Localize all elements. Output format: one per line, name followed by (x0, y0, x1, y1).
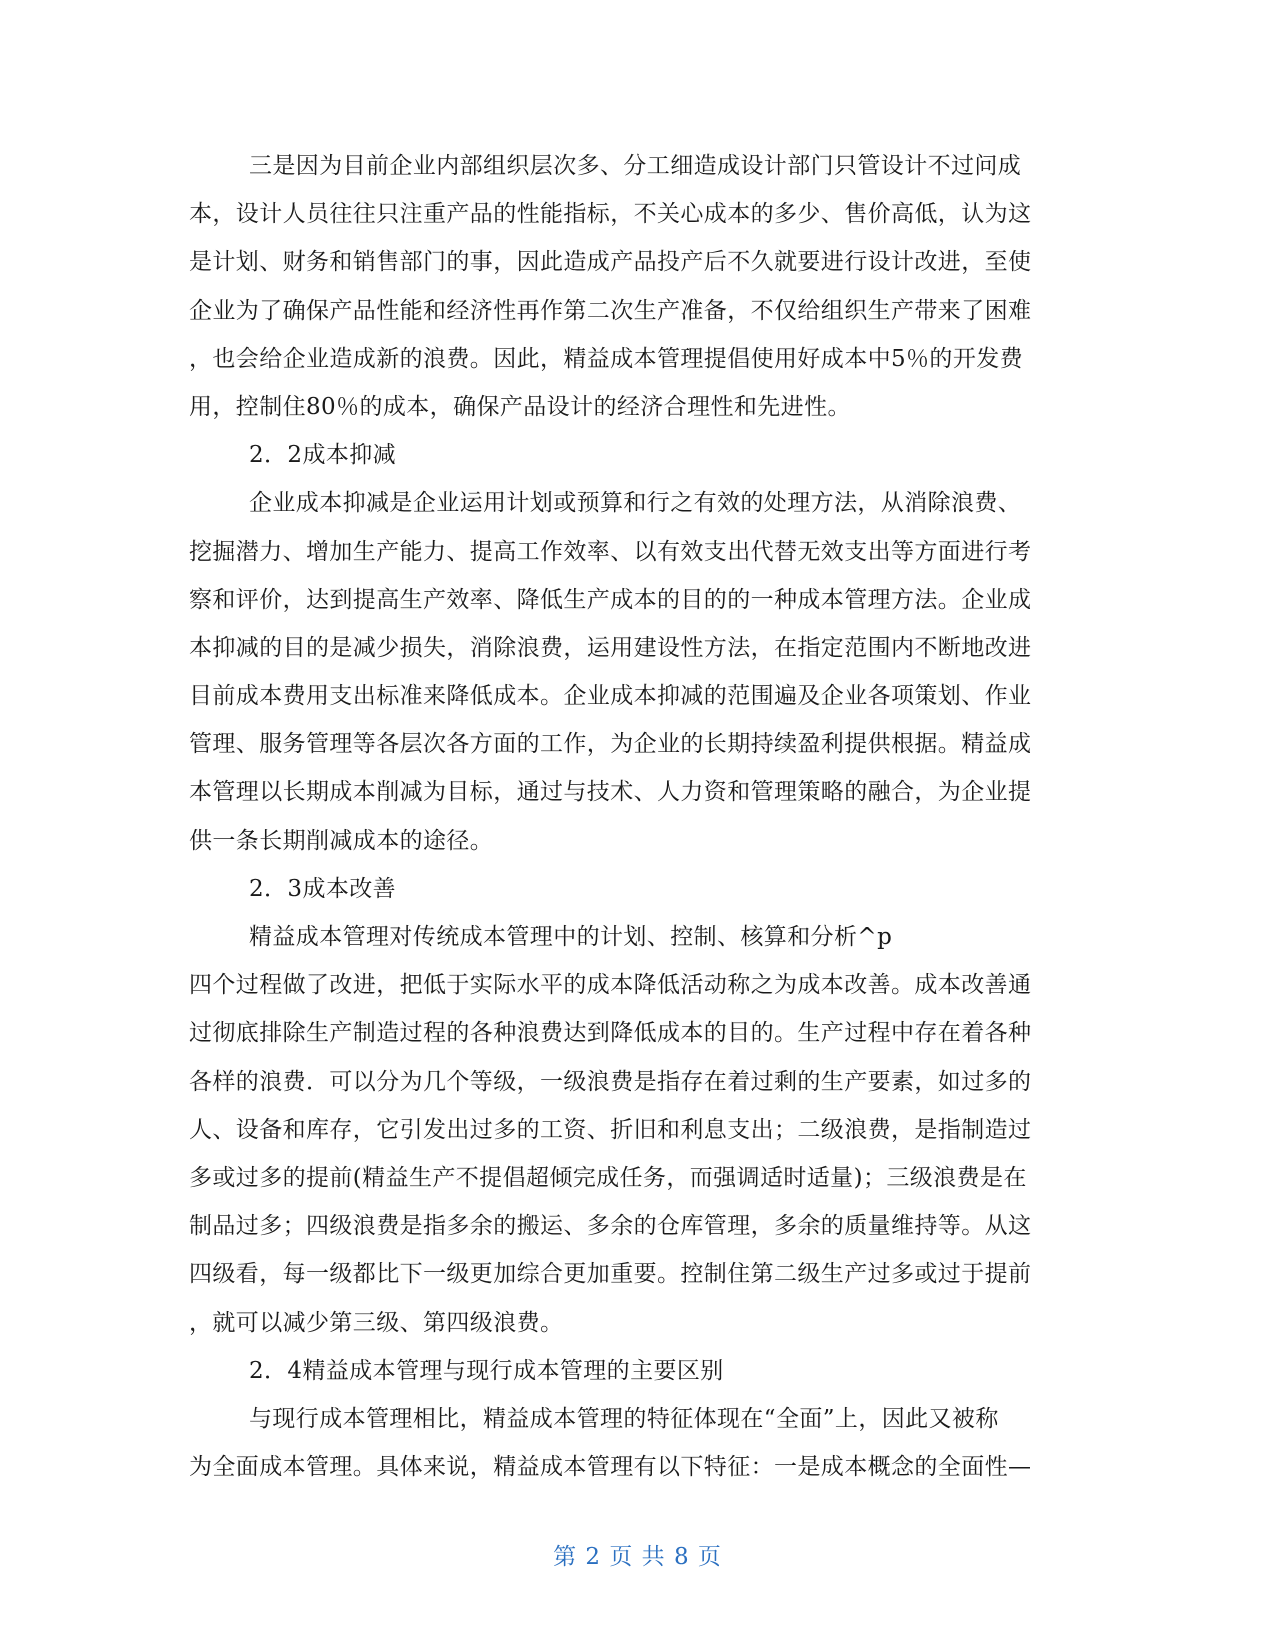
text-line: ，就可以减少第三级、第四级浪费。 (189, 1309, 564, 1336)
text-line: 2．2成本抑减 (249, 442, 397, 469)
text-line: 与现行成本管理相比，精益成本管理的特征体现在“全面”上，因此又被称 (249, 1405, 999, 1432)
text-line: 本管理以长期成本削减为目标，通过与技术、人力资和管理策略的融合，为企业提 (189, 779, 1032, 806)
text-line: 本抑减的目的是减少损失，消除浪费，运用建设性方法，在指定范围内不断地改进 (189, 634, 1032, 661)
text-line: 供一条长期削减成本的途径。 (189, 827, 494, 854)
text-line: 制品过多；四级浪费是指多余的搬运、多余的仓库管理，多余的质量维持等。从这 (189, 1213, 1032, 1240)
document-body (189, 142, 1089, 1491)
text-line: 多或过多的提前(精益生产不提倡超倾完成任务，而强调适时适量)；三级浪费是在 (189, 1164, 1027, 1191)
text-line: 三是因为目前企业内部组织层次多、分工细造成设计部门只管设计不过问成 (249, 153, 1022, 179)
page-number-footer: 第 2 页 共 8 页 (553, 1544, 722, 1570)
text-line: 2．3成本改善 (249, 875, 397, 902)
text-line: 目前成本费用支出标准来降低成本。企业成本抑减的范围遍及企业各项策划、作业 (189, 683, 1032, 710)
text-line: ，也会给企业造成新的浪费。因此，精益成本管理提倡使用好成本中5％的开发费 (189, 345, 1024, 372)
text-line: 是计划、财务和销售部门的事，因此造成产品投产后不久就要进行设计改进，至使 (189, 249, 1032, 276)
text-line: 过彻底排除生产制造过程的各种浪费达到降低成本的目的。生产过程中存在着各种 (189, 1020, 1032, 1047)
text-line: 企业成本抑减是企业运用计划或预算和行之有效的处理方法，从消除浪费、 (249, 490, 1022, 517)
text-line: 企业为了确保产品性能和经济性再作第二次生产准备，不仅给组织生产带来了困难 (189, 297, 1032, 324)
text-line: 2．4精益成本管理与现行成本管理的主要区别 (249, 1357, 724, 1384)
text-line: 四级看，每一级都比下一级更加综合更加重要。控制住第二级生产过多或过于提前 (189, 1261, 1032, 1288)
text-line: 为全面成本管理。具体来说，精益成本管理有以下特征：一是成本概念的全面性— (189, 1454, 1032, 1481)
text-line: 人、设备和库存，它引发出过多的工资、折旧和利息支出；二级浪费，是指制造过 (189, 1116, 1032, 1143)
text-line: 本，设计人员往往只注重产品的性能指标，不关心成本的多少、售价高低，认为这 (189, 201, 1032, 228)
text-line: 四个过程做了改进，把低于实际水平的成本降低活动称之为成本改善。成本改善通 (189, 972, 1032, 999)
text-line: 各样的浪费．可以分为几个等级，一级浪费是指存在着过剩的生产要素，如过多的 (189, 1068, 1032, 1095)
text-line: 管理、服务管理等各层次各方面的工作，为企业的长期持续盈利提供根据。精益成 (189, 731, 1032, 758)
text-line: 挖掘潜力、增加生产能力、提高工作效率、以有效支出代替无效支出等方面进行考 (189, 538, 1032, 565)
text-line: 用，控制住80％的成本，确保产品设计的经济合理性和先进性。 (189, 393, 851, 420)
text-line: 精益成本管理对传统成本管理中的计划、控制、核算和分析^p (249, 924, 893, 950)
text-line: 察和评价，达到提高生产效率、降低生产成本的目的的一种成本管理方法。企业成 (189, 586, 1032, 613)
